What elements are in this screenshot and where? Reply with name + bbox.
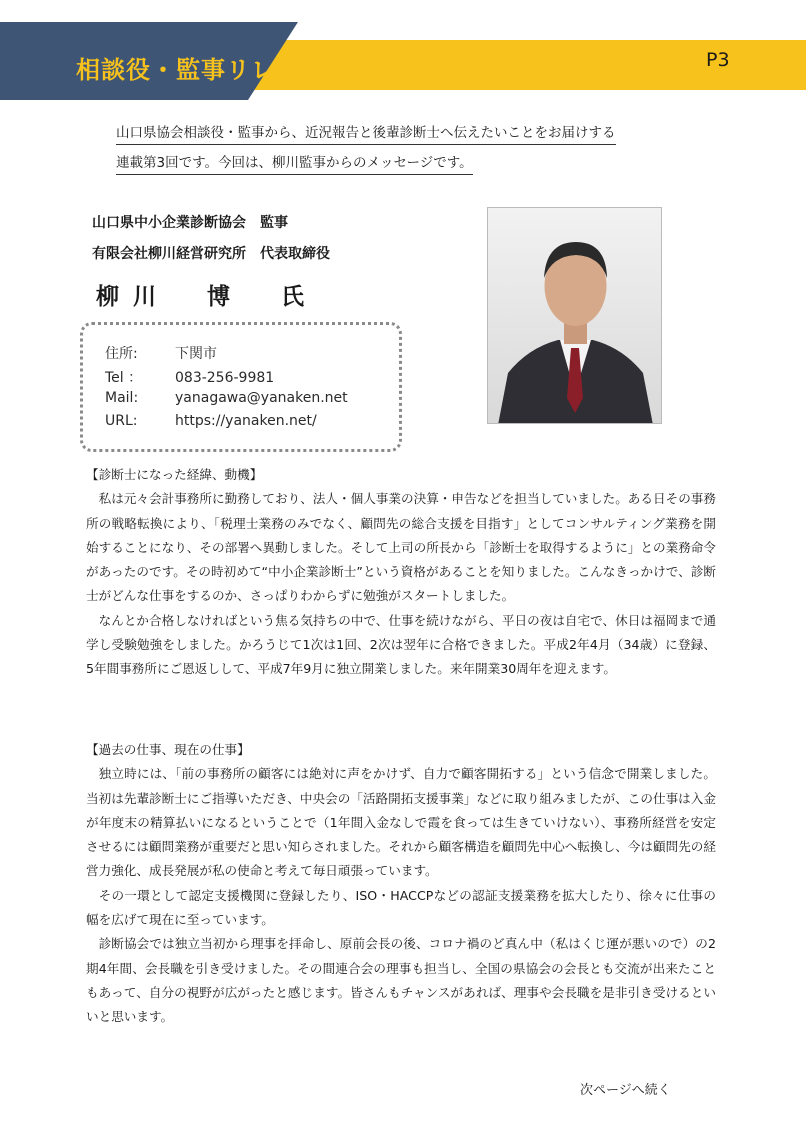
contact-label: Mail:: [105, 390, 139, 406]
portrait-illustration: [488, 208, 662, 424]
contact-address: [105, 343, 217, 363]
intro-line-2: 連載第3回です。今回は、柳川監事からのメッセージです。: [116, 152, 473, 175]
contact-value: yanagawa@yanaken.net: [175, 390, 348, 406]
page-number: P3: [706, 49, 730, 71]
contact-label: Tel ：: [105, 370, 143, 386]
intro-text: [116, 122, 716, 182]
contact-box: [80, 322, 402, 452]
contact-mail: [105, 390, 348, 406]
section-paragraph: 私は元々会計事務所に勤務しており、法人・個人事業の決算・申告などを担当していました。ある日その事務所の戦略転換により、「税理士業務のみでなく、顧問先の総合支援を目指す」としてコンサルティング業務を開始することになり、その部署へ異動しました。そして上司の所長から「診断士を取得するように」との業務命令があったのです。その時初めて“中小企業診断士”という資格があることを知りました。こんなきっかけで、診断士がどんな仕事をするのか、さっぱりわからずに勉強がスタートしました。: [86, 491, 716, 604]
contact-label: URL:: [105, 413, 138, 429]
contact-label: 住所:: [105, 346, 138, 362]
section-heading: 【過去の仕事、現在の仕事】: [86, 742, 250, 757]
section-paragraph: 診断協会では独立当初から理事を拝命し、原前会長の後、コロナ禍のど真ん中（私はくじ運が悪いので）の2期4年間、会長職を引き受けました。その間連合会の理事も担当し、全国の県協会の会長とも交流が出来たこともあって、自分の視野が広がったと感じます。皆さんもチャンスがあれば、理事や会長職を是非引き受けるといいと思います。: [86, 936, 716, 1025]
contact-value: 下関市: [175, 346, 217, 362]
section-paragraph: なんとか合格しなければという焦る気持ちの中で、仕事を続けながら、平日の夜は自宅で、休日は福岡まで通学し受験勉強をしました。かろうじて1次は1回、2次は翌年に合格できました。平成2年4月（34歳）に登録、5年間事務所にご恩返しして、平成7年9月に独立開業しました。来年開業30周年を迎えます。: [86, 612, 716, 677]
section-paragraph: 独立時には、「前の事務所の顧客には絶対に声をかけず、自力で顧客開拓する」という信念で開業しました。当初は先輩診断士にご指導いただき、中央会の「活路開拓支援事業」などに取り組みましたが、この仕事は入金が年度末の精算払いになるということで（1年間入金なしで霞を食っては生きていけない）、事務所経営を安定させるには顧問業務が重要だと思い知らされました。それから顧客構造を顧問先中心へ転換し、今は顧問先の経営力強化、成長発展が私の使命と考えて毎日頑張っています。: [86, 766, 716, 879]
contact-url: [105, 413, 317, 429]
header-title: 相談役・監事リレー: [76, 56, 301, 84]
section-work: [86, 738, 716, 1030]
contact-value: 083-256-9981: [175, 370, 275, 386]
org-line-2: 有限会社柳川経営研究所 代表取締役: [92, 246, 330, 262]
intro-line-1: 山口県協会相談役・監事から、近況報告と後輩診断士へ伝えたいことをお届けする: [116, 122, 616, 145]
contact-phone: [105, 367, 274, 387]
portrait-photo: [487, 207, 662, 424]
contact-value: https://yanaken.net/: [175, 413, 317, 429]
header-banner: [0, 0, 806, 110]
section-background: [86, 463, 716, 682]
continue-note: 次ページへ続く: [580, 1083, 671, 1098]
section-heading: 【診断士になった経緯、動機】: [86, 467, 263, 482]
org-line-1: 山口県中小企業診断協会 監事: [92, 215, 288, 231]
person-name: 柳川 博 氏: [96, 284, 318, 310]
section-paragraph: その一環として認定支援機関に登録したり、ISO・HACCPなどの認証支援業務を拡大したり、徐々に仕事の幅を広げて現在に至っています。: [86, 887, 716, 928]
